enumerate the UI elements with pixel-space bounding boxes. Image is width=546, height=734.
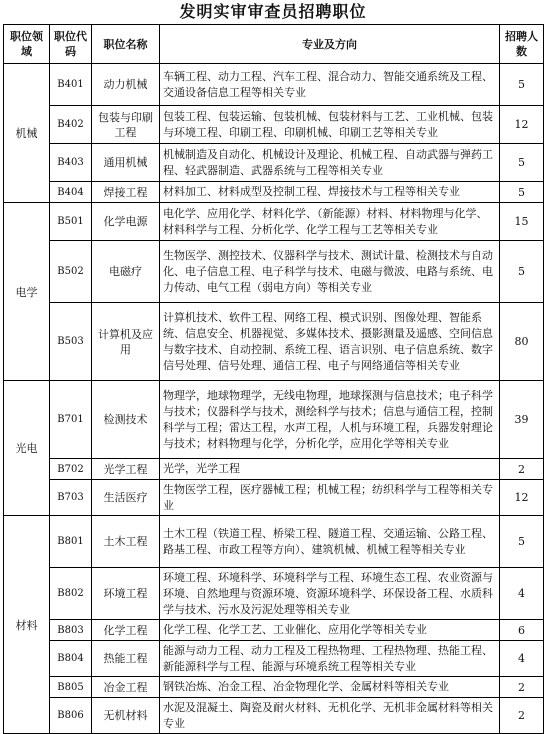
page-title: 发明实审审查员招聘职位 [179, 2, 367, 21]
spec-cell: 光学，光学工程 [160, 459, 500, 480]
spec-cell: 能源与动力工程、动力工程及工程热物理、工程热物理、热能工程、新能源科学与工程、能源与环境系统工程等相关专业 [160, 641, 500, 677]
count-cell: 4 [500, 641, 544, 677]
table-row [4, 677, 544, 698]
name-cell: 光学工程 [92, 459, 160, 480]
spec-cell: 包装工程、包装运输、包装机械、包装材料与工艺、工业机械、包装与环境工程、印刷工程、印刷机械、印刷工艺等相关专业 [160, 106, 500, 144]
table-row [4, 568, 544, 620]
code-cell: B804 [50, 641, 92, 677]
name-cell: 包装与印刷工程 [92, 106, 160, 144]
code-cell: B404 [50, 182, 92, 203]
table-row [4, 203, 544, 241]
header-code: 职位代码 [50, 25, 92, 64]
header-count: 招聘人数 [500, 25, 544, 64]
table-row [4, 698, 544, 734]
spec-cell: 车辆工程、动力工程、汽车工程、混合动力、智能交通系统及工程、交通设备信息工程等相关专业 [160, 64, 500, 106]
name-cell: 电磁疗 [92, 241, 160, 303]
count-cell: 2 [500, 698, 544, 734]
name-cell: 环境工程 [92, 568, 160, 620]
positions-table [3, 24, 544, 734]
name-cell: 计算机及应用 [92, 303, 160, 381]
count-cell: 5 [500, 182, 544, 203]
spec-cell: 钢铁冶炼、冶金工程、冶金物理化学、金属材料等相关专业 [160, 677, 500, 698]
field-cell: 机械 [4, 64, 50, 203]
name-cell: 土木工程 [92, 516, 160, 568]
count-cell: 4 [500, 568, 544, 620]
name-cell: 焊接工程 [92, 182, 160, 203]
count-cell: 2 [500, 459, 544, 480]
table-row [4, 241, 544, 303]
header-spec: 专业及方向 [160, 25, 500, 64]
spec-cell: 机械制造及自动化、机械设计及理论、机械工程、自动武器与弹药工程、轻武器制造、武器系统与工程等相关专业 [160, 144, 500, 182]
count-cell: 12 [500, 480, 544, 516]
count-cell: 5 [500, 144, 544, 182]
table-row [4, 144, 544, 182]
code-cell: B402 [50, 106, 92, 144]
count-cell: 80 [500, 303, 544, 381]
spec-cell: 土木工程（铁道工程、桥梁工程、隧道工程、交通运输、公路工程、路基工程、市政工程等方向）、建筑机械、机械工程等相关专业 [160, 516, 500, 568]
code-cell: B806 [50, 698, 92, 734]
header-row [4, 25, 544, 64]
name-cell: 化学电源 [92, 203, 160, 241]
code-cell: B701 [50, 381, 92, 459]
table-row [4, 381, 544, 459]
name-cell: 化学工程 [92, 620, 160, 641]
count-cell: 15 [500, 203, 544, 241]
table-row [4, 641, 544, 677]
spec-cell: 物理学，地球物理学，无线电物理，地球探测与信息技术；电子科学与技术；仪器科学与技术，测绘科学与技术；信息与通信工程，控制科学与工程；雷达工程，水声工程，人机与环境工程，兵器发射理论与技术；材料物理与化学，分析化学，应用化学等相关专业 [160, 381, 500, 459]
name-cell: 无机材料 [92, 698, 160, 734]
header-name: 职位名称 [92, 25, 160, 64]
code-cell: B802 [50, 568, 92, 620]
count-cell: 5 [500, 64, 544, 106]
table-row [4, 106, 544, 144]
code-cell: B502 [50, 241, 92, 303]
spec-cell: 材料加工、材料成型及控制工程、焊接技术与工程等相关专业 [160, 182, 500, 203]
table-row [4, 620, 544, 641]
spec-cell: 生物医学、测控技术、仪器科学与技术、测试计量、检测技术与自动化、电子信息工程、电子科学与技术、电磁与微波、电路与系统、电力传动、电气工程（弱电方向）等相关专业 [160, 241, 500, 303]
count-cell: 2 [500, 677, 544, 698]
code-cell: B703 [50, 480, 92, 516]
name-cell: 检测技术 [92, 381, 160, 459]
spec-cell: 生物医学工程，医疗器械工程；机械工程；纺织科学与工程等相关专业 [160, 480, 500, 516]
table-row [4, 516, 544, 568]
count-cell: 12 [500, 106, 544, 144]
spec-cell: 水泥及混凝土、陶瓷及耐火材料、无机化学、无机非金属材料等相关专业 [160, 698, 500, 734]
count-cell: 39 [500, 381, 544, 459]
code-cell: B803 [50, 620, 92, 641]
code-cell: B805 [50, 677, 92, 698]
count-cell: 5 [500, 241, 544, 303]
name-cell: 通用机械 [92, 144, 160, 182]
header-field: 职位领域 [4, 25, 50, 64]
spec-cell: 电化学、应用化学、材料化学、（新能源）材料、材料物理与化学、材料科学与工程、分析化学、化学工程与工艺等相关专业 [160, 203, 500, 241]
count-cell: 6 [500, 620, 544, 641]
field-cell: 电学 [4, 203, 50, 381]
code-cell: B401 [50, 64, 92, 106]
spec-cell: 化学工程、化学工艺、工业催化、应用化学等相关专业 [160, 620, 500, 641]
field-cell: 光电 [4, 381, 50, 516]
name-cell: 生活医疗 [92, 480, 160, 516]
table-row [4, 459, 544, 480]
name-cell: 热能工程 [92, 641, 160, 677]
code-cell: B501 [50, 203, 92, 241]
table-row [4, 480, 544, 516]
table-row [4, 64, 544, 106]
field-cell: 材料 [4, 516, 50, 734]
spec-cell: 环境工程、环境科学、环境科学与工程、环境生态工程、农业资源与环境、自然地理与资源环境、资源环境科学、环保设备工程、水质科学与技术、污水及污泥处理等相关专业 [160, 568, 500, 620]
code-cell: B403 [50, 144, 92, 182]
name-cell: 冶金工程 [92, 677, 160, 698]
table-row [4, 182, 544, 203]
code-cell: B801 [50, 516, 92, 568]
code-cell: B702 [50, 459, 92, 480]
name-cell: 动力机械 [92, 64, 160, 106]
spec-cell: 计算机技术、软件工程、网络工程、模式识别、图像处理、智能系统、信息安全、机器视觉、多媒体技术、摄影测量及遥感、空间信息与数字技术、自动控制、系统工程、语言识别、电子信息系统、数字信号处理、信号处理、通信工程、电子与网络通信等相关专业 [160, 303, 500, 381]
table-row [4, 303, 544, 381]
code-cell: B503 [50, 303, 92, 381]
count-cell: 5 [500, 516, 544, 568]
